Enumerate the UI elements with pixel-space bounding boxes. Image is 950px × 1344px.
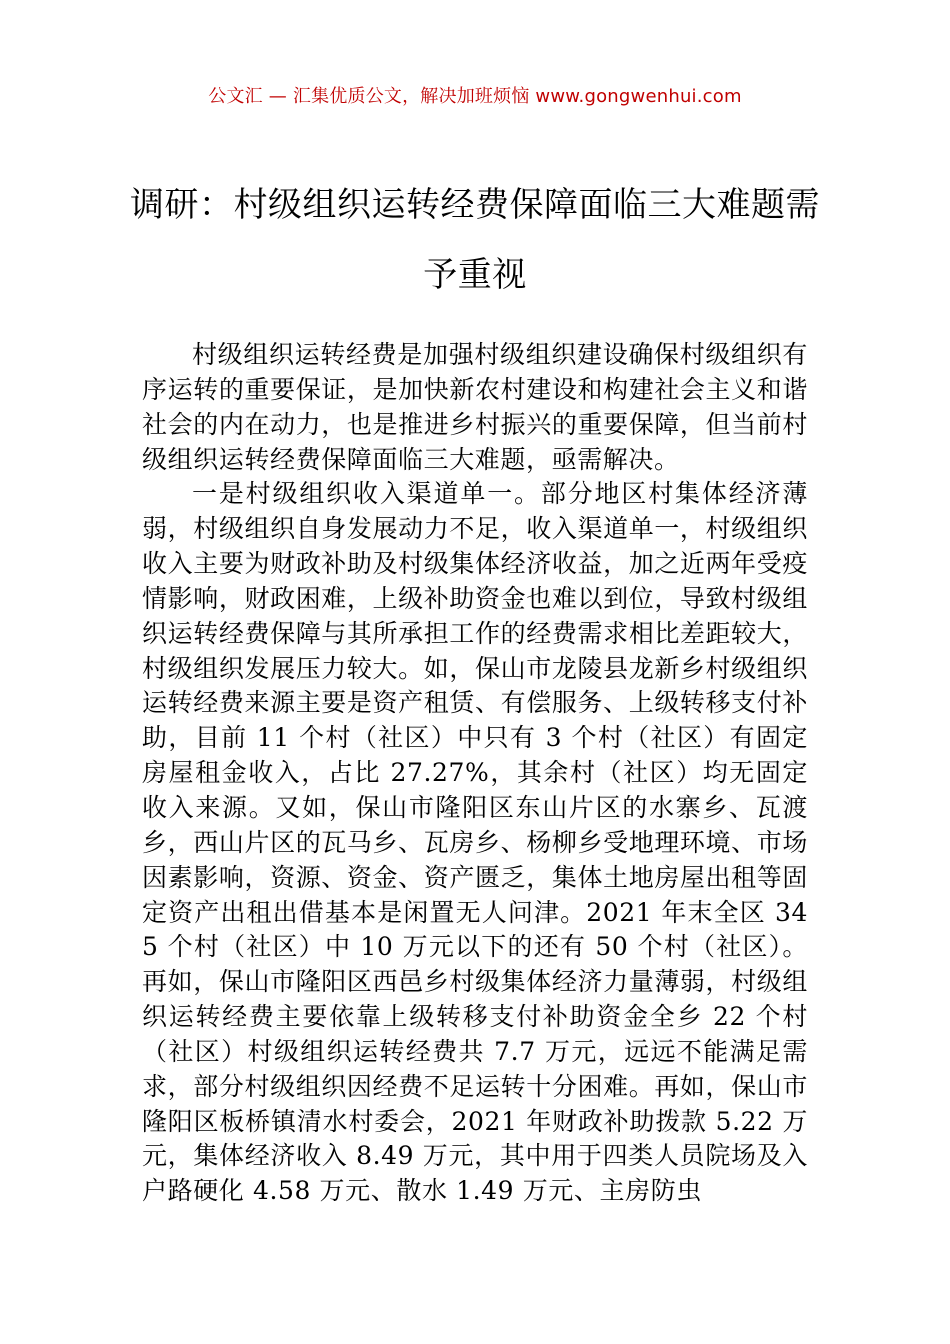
paragraph-problem-one: 一是村级组织收入渠道单一。部分地区村集体经济薄弱，村级组织自身发展动力不足，收入渠道单一，村级组织收入主要为财政补助及村级集体经济收益，加之近两年受疫情影响，财政困难，上级补助资金也难以到位，导致村级组织运转经费保障与其所承担工作的经费需求相比差距较大，村级组织发展压力较大。如，保山市龙陵县龙新乡村级组织运转经费来源主要是资产租赁、有偿服务、上级转移支付补助，目前 11 个村（社区）中只有 3 个村（社区）有固定房屋租金收入，占比 27.27%，其余村（社区）均无固定收入来源。又如，保山市隆阳区东山片区的水寨乡、瓦渡乡，西山片区的瓦马乡、瓦房乡、杨柳乡受地理环境、市场因素影响，资源、资金、资产匮乏，集体土地房屋出租等固定资产出租出借基本是闲置无人问津。2021 年末全区 345 个村（社区）中 10 万元以下的还有 50 个村（社区）。再如，保山市隆阳区西邑乡村级集体经济力量薄弱，村级组织运转经费主要依靠上级转移支付补助资金全乡 22 个村（社区）村级组织运转经费共 7.7 万元，远远不能满足需求，部分村级组织因经费不足运转十分困难。再如，保山市隆阳区板桥镇清水村委会，2021 年财政补助拨款 5.22 万元，集体经济收入 8.49 万元，其中用于四类人员院场及入户路硬化 4.58 万元、散水 1.49 万元、主房防虫 [142, 479, 808, 1206]
paragraph-intro: 村级组织运转经费是加强村级组织建设确保村级组织有序运转的重要保证，是加快新农村建设和构建社会主义和谐社会的内在动力，也是推进乡村振兴的重要保障，但当前村级组织运转经费保障面临三大难题，亟需解决。 [142, 340, 808, 474]
site-header-banner [0, 84, 950, 110]
site-header-text: 公文汇 — 汇集优质公文，解决加班烦恼 www.gongwenhui.com [208, 86, 742, 107]
document-body [142, 338, 808, 1209]
document-title: 调研：村级组织运转经费保障面临三大难题需予重视 [130, 185, 820, 295]
